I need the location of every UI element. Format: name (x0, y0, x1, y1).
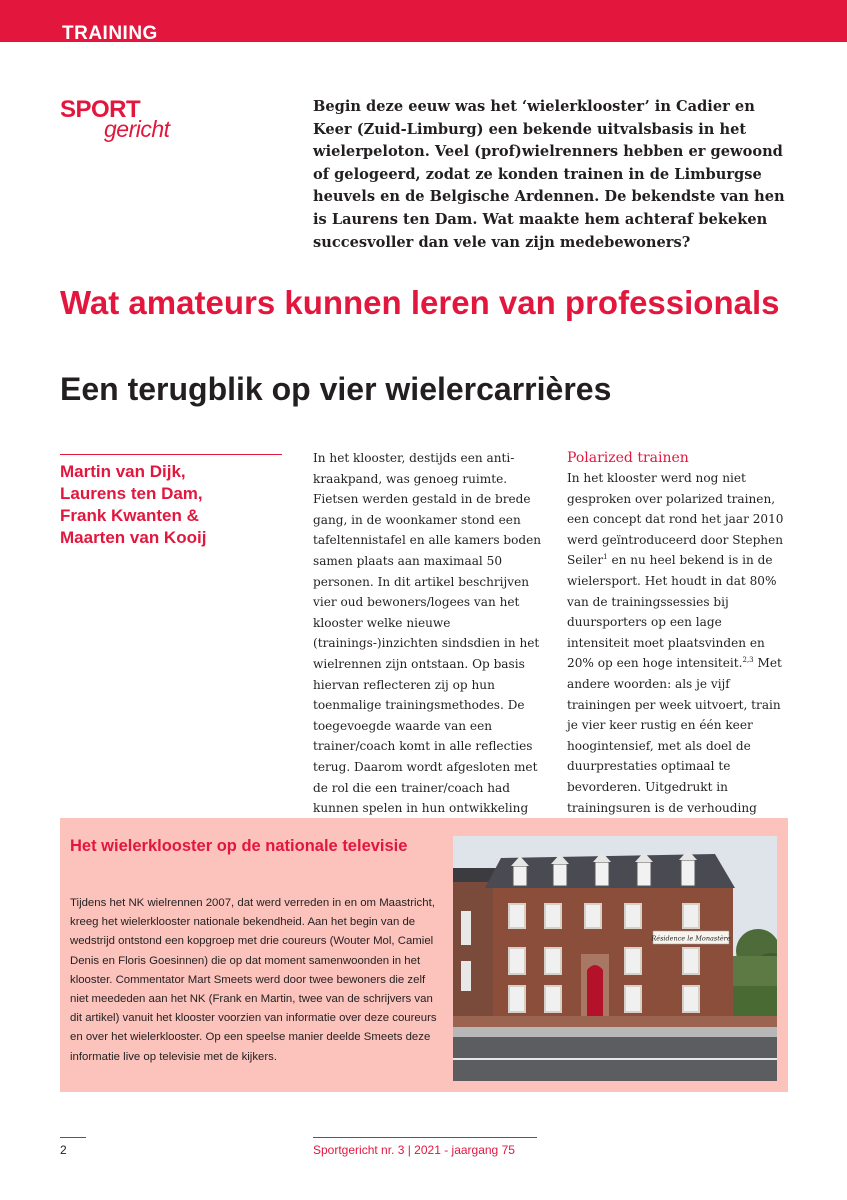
section-label: TRAINING (62, 23, 158, 42)
author-name: Frank Kwanten & (60, 506, 199, 525)
author-list (60, 461, 290, 549)
monastery-photo (453, 836, 777, 1081)
author-name: Martin van Dijk, (60, 462, 186, 481)
article-subtitle: Een terugblik op vier wielercarrières (60, 371, 612, 407)
sportgericht-logo (60, 98, 200, 148)
footer-divider (60, 1137, 86, 1138)
column-2-text: en nu heel bekend is in de wielersport. Het houdt in dat 80% van de trainingssessies bij duursporters op een lage intensiteit moet plaatsvinden en 20% op een hoge intensiteit. (567, 553, 777, 671)
sidebar-box (60, 818, 788, 1092)
author-name: Laurens ten Dam, (60, 484, 203, 503)
authors-divider (60, 454, 282, 455)
column-2-text: In het klooster werd nog niet gesproken over polarized trainen, een concept dat rond het jaar 2010 werd geïntroduceerd door Stephen Seiler (567, 471, 784, 568)
footer-divider (313, 1137, 537, 1138)
logo-sport-text: SPORT (60, 96, 141, 123)
sidebar-title: Het wielerklooster op de nationale televisie (70, 837, 408, 855)
footnote-ref: 1 (603, 553, 608, 562)
footnote-ref: 2,3 (742, 656, 754, 665)
column-2-text: Met andere woorden: als je vijf trainingen per week uitvoert, train je vier keer rustig en één keer hoogintensief, met als doel de duurprestaties optimaal te bevorderen. Uitgedrukt in trainingsuren is de verhouding (567, 656, 782, 815)
article-title: Wat amateurs kunnen leren van professionals (60, 284, 780, 321)
logo-gericht-text: gericht (104, 116, 170, 142)
author-name: Maarten van Kooij (60, 528, 207, 547)
photo-sign-text: Résidence le Monastère (651, 934, 731, 943)
body-column-1: In het klooster, destijds een anti-kraakpand, was genoeg ruimte. Fietsen werden gestald in de brede gang, in de woonkamer stond een tafeltennistafel en alle kamers boden samen plaats aan maximaal 50 personen. In dit artikel beschrijven vier oud bewoners/logees van het klooster welke nieuwe (trainings-)inzichten sindsdien in het wielrennen zijn ontstaan. Op basis hiervan reflecteren zij op hun toenmalige trainingsmethodes. De toegevoegde waarde van een trainer/coach komt in alle reflecties terug. Daarom wordt afgesloten met de rol die een trainer/coach had kunnen spelen in hun ontwikkeling (313, 451, 542, 816)
section-heading-polarized: Polarized trainen (567, 450, 689, 466)
page-number: 2 (60, 1143, 67, 1157)
publication-info: Sportgericht nr. 3 | 2021 - jaargang 75 (313, 1143, 515, 1157)
intro-paragraph: Begin deze eeuw was het ‘wielerklooster’ in Cadier en Keer (Zuid-Limburg) een bekende uitvalsbasis in het wielerpeloton. Veel (prof)wielrenners hebben er gewoond of gelogeerd, zodat ze konden trainen in de Limburgse heuvels en de Belgische Ardennen. De bekendste van hen is Laurens ten Dam. Wat maakte hem achteraf bekeken succesvoller dan vele van zijn medebewoners? (313, 98, 785, 251)
sidebar-body: Tijdens het NK wielrennen 2007, dat werd verreden in en om Maastricht, kreeg het wielerklooster nationale bekendheid. Aan het begin van de wedstrijd ontstond een kopgroep met drie coureurs (Wouter Mol, Camiel Denis en Floris Goesinnen) die op dat moment samenwoonden in het klooster. Commentator Mart Smeets werd door twee bewoners die zelf niet meededen aan het NK (Frank en Martin, twee van de schrijvers van dit artikel) vanuit het klooster voorzien van informatie over deze coureurs en over het wielerklooster. Op een speelse manier deelde Smeets deze informatie live op televisie met de kijkers. (70, 897, 437, 1063)
body-column-2 (567, 448, 787, 859)
